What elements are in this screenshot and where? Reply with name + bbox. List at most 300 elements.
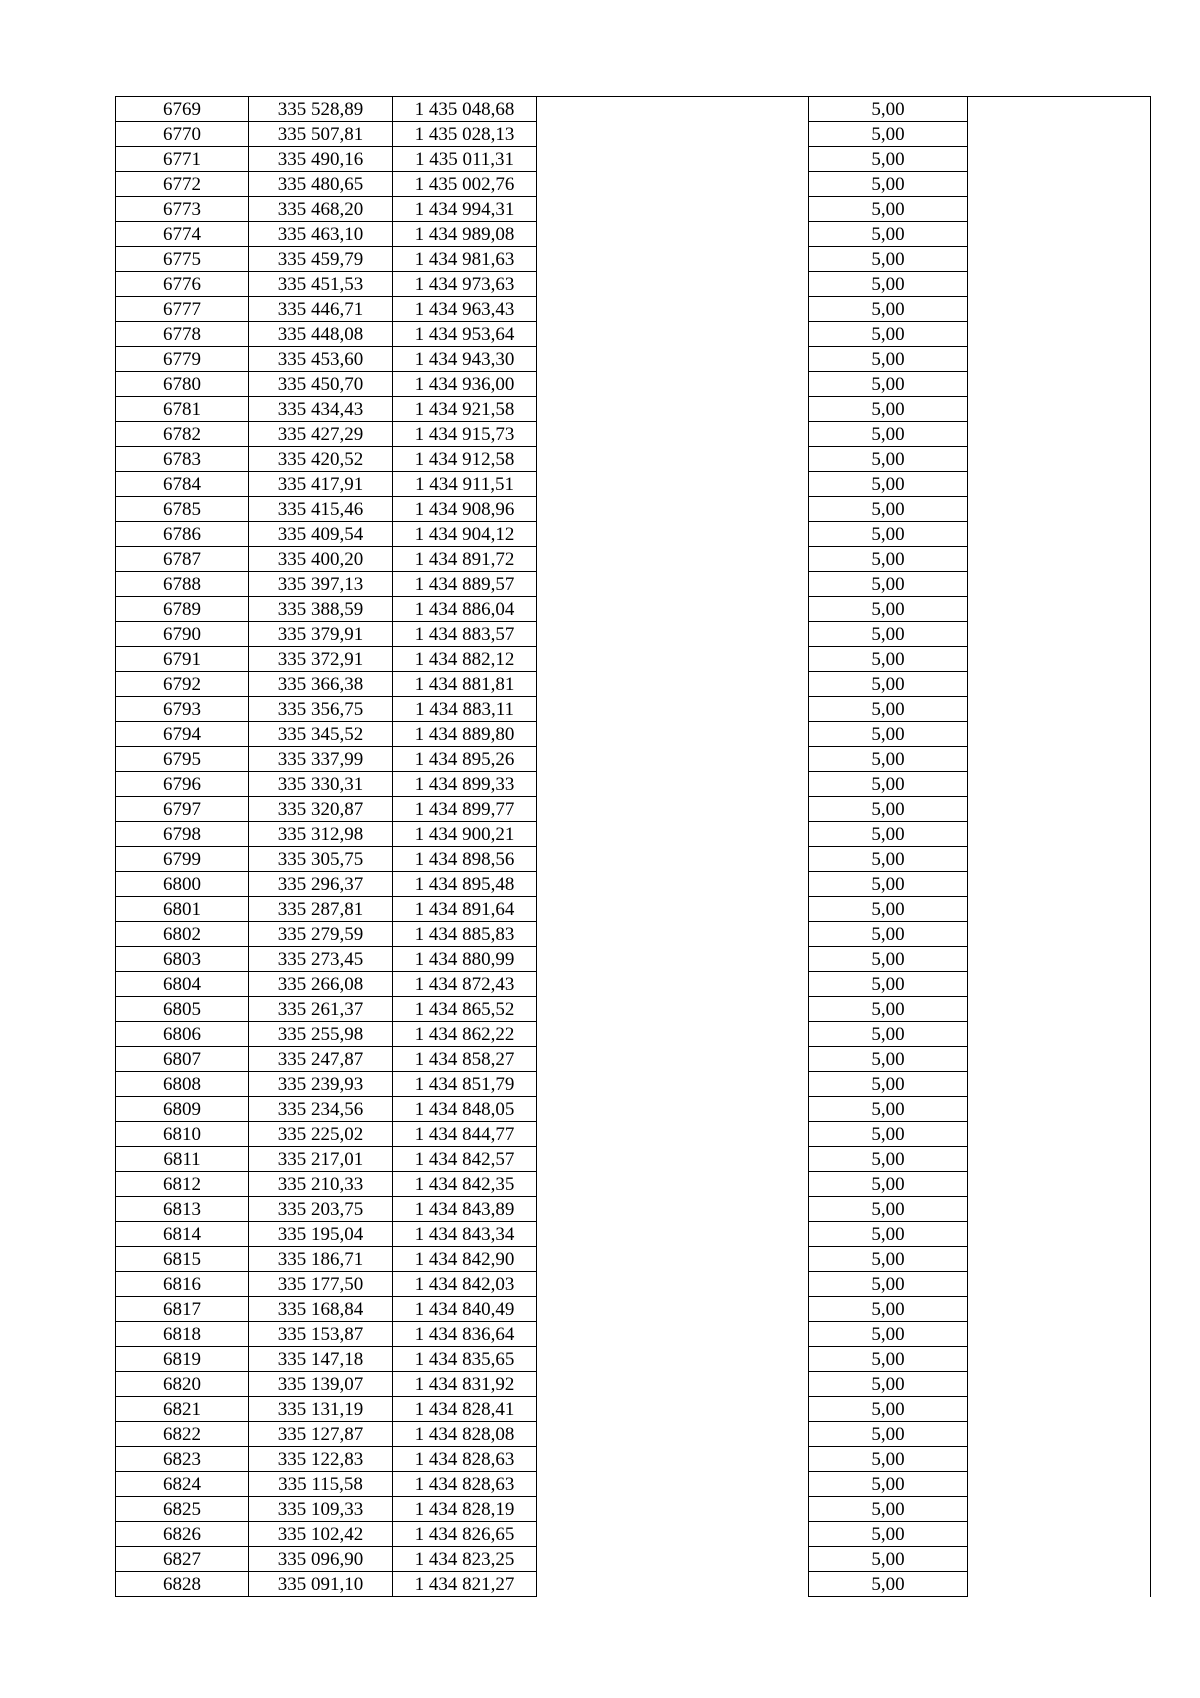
- accuracy-cell: 5,00: [809, 1372, 968, 1397]
- point-number-cell: 6802: [116, 922, 249, 947]
- x-coordinate-cell: 335 480,65: [249, 172, 393, 197]
- x-coordinate-cell: 335 239,93: [249, 1072, 393, 1097]
- table-row: [116, 1397, 1151, 1422]
- accuracy-cell: 5,00: [809, 1247, 968, 1272]
- description-cell: [537, 122, 809, 147]
- accuracy-cell: 5,00: [809, 247, 968, 272]
- note-cell: [968, 847, 1151, 872]
- x-coordinate-cell: 335 177,50: [249, 1272, 393, 1297]
- point-number-cell: 6775: [116, 247, 249, 272]
- point-number-cell: 6770: [116, 122, 249, 147]
- table-row: [116, 1222, 1151, 1247]
- note-cell: [968, 672, 1151, 697]
- accuracy-cell: 5,00: [809, 197, 968, 222]
- point-number-cell: 6807: [116, 1047, 249, 1072]
- x-coordinate-cell: 335 109,33: [249, 1497, 393, 1522]
- description-cell: [537, 597, 809, 622]
- y-coordinate-cell: 1 434 880,99: [393, 947, 537, 972]
- point-number-cell: 6779: [116, 347, 249, 372]
- table-row: [116, 472, 1151, 497]
- note-cell: [968, 747, 1151, 772]
- accuracy-cell: 5,00: [809, 1347, 968, 1372]
- point-number-cell: 6788: [116, 572, 249, 597]
- x-coordinate-cell: 335 261,37: [249, 997, 393, 1022]
- description-cell: [537, 622, 809, 647]
- point-number-cell: 6789: [116, 597, 249, 622]
- point-number-cell: 6818: [116, 1322, 249, 1347]
- note-cell: [968, 1422, 1151, 1447]
- note-cell: [968, 997, 1151, 1022]
- accuracy-cell: 5,00: [809, 372, 968, 397]
- accuracy-cell: 5,00: [809, 1397, 968, 1422]
- table-row: [116, 1297, 1151, 1322]
- table-row: [116, 247, 1151, 272]
- note-cell: [968, 322, 1151, 347]
- description-cell: [537, 197, 809, 222]
- table-row: [116, 847, 1151, 872]
- y-coordinate-cell: 1 434 828,41: [393, 1397, 537, 1422]
- x-coordinate-cell: 335 366,38: [249, 672, 393, 697]
- table-row: [116, 147, 1151, 172]
- y-coordinate-cell: 1 434 872,43: [393, 972, 537, 997]
- accuracy-cell: 5,00: [809, 622, 968, 647]
- x-coordinate-cell: 335 379,91: [249, 622, 393, 647]
- x-coordinate-cell: 335 320,87: [249, 797, 393, 822]
- coordinates-table: [115, 96, 1151, 1597]
- description-cell: [537, 1122, 809, 1147]
- table-row: [116, 1272, 1151, 1297]
- y-coordinate-cell: 1 434 936,00: [393, 372, 537, 397]
- accuracy-cell: 5,00: [809, 547, 968, 572]
- table-row: [116, 647, 1151, 672]
- accuracy-cell: 5,00: [809, 1122, 968, 1147]
- point-number-cell: 6781: [116, 397, 249, 422]
- point-number-cell: 6827: [116, 1547, 249, 1572]
- description-cell: [537, 1497, 809, 1522]
- description-cell: [537, 1247, 809, 1272]
- accuracy-cell: 5,00: [809, 147, 968, 172]
- table-row: [116, 772, 1151, 797]
- description-cell: [537, 272, 809, 297]
- x-coordinate-cell: 335 453,60: [249, 347, 393, 372]
- description-cell: [537, 1272, 809, 1297]
- point-number-cell: 6794: [116, 722, 249, 747]
- table-row: [116, 697, 1151, 722]
- y-coordinate-cell: 1 435 011,31: [393, 147, 537, 172]
- point-number-cell: 6774: [116, 222, 249, 247]
- y-coordinate-cell: 1 434 848,05: [393, 1097, 537, 1122]
- note-cell: [968, 972, 1151, 997]
- point-number-cell: 6812: [116, 1172, 249, 1197]
- accuracy-cell: 5,00: [809, 1297, 968, 1322]
- table-row: [116, 1522, 1151, 1547]
- note-cell: [968, 247, 1151, 272]
- x-coordinate-cell: 335 330,31: [249, 772, 393, 797]
- table-row: [116, 1097, 1151, 1122]
- table-row: [116, 222, 1151, 247]
- table-row: [116, 397, 1151, 422]
- note-cell: [968, 122, 1151, 147]
- y-coordinate-cell: 1 435 002,76: [393, 172, 537, 197]
- table-row: [116, 97, 1151, 122]
- table-row: [116, 1572, 1151, 1597]
- table-row: [116, 197, 1151, 222]
- description-cell: [537, 747, 809, 772]
- note-cell: [968, 1347, 1151, 1372]
- point-number-cell: 6787: [116, 547, 249, 572]
- y-coordinate-cell: 1 434 994,31: [393, 197, 537, 222]
- note-cell: [968, 922, 1151, 947]
- table-row: [116, 947, 1151, 972]
- x-coordinate-cell: 335 388,59: [249, 597, 393, 622]
- x-coordinate-cell: 335 356,75: [249, 697, 393, 722]
- point-number-cell: 6786: [116, 522, 249, 547]
- point-number-cell: 6798: [116, 822, 249, 847]
- x-coordinate-cell: 335 427,29: [249, 422, 393, 447]
- note-cell: [968, 797, 1151, 822]
- table-row: [116, 1197, 1151, 1222]
- note-cell: [968, 1147, 1151, 1172]
- y-coordinate-cell: 1 434 831,92: [393, 1372, 537, 1397]
- table-row: [116, 1472, 1151, 1497]
- accuracy-cell: 5,00: [809, 997, 968, 1022]
- description-cell: [537, 1172, 809, 1197]
- x-coordinate-cell: 335 247,87: [249, 1047, 393, 1072]
- accuracy-cell: 5,00: [809, 322, 968, 347]
- x-coordinate-cell: 335 210,33: [249, 1172, 393, 1197]
- note-cell: [968, 1247, 1151, 1272]
- point-number-cell: 6805: [116, 997, 249, 1022]
- x-coordinate-cell: 335 131,19: [249, 1397, 393, 1422]
- point-number-cell: 6821: [116, 1397, 249, 1422]
- x-coordinate-cell: 335 127,87: [249, 1422, 393, 1447]
- x-coordinate-cell: 335 296,37: [249, 872, 393, 897]
- accuracy-cell: 5,00: [809, 497, 968, 522]
- table-row: [116, 322, 1151, 347]
- description-cell: [537, 972, 809, 997]
- accuracy-cell: 5,00: [809, 572, 968, 597]
- description-cell: [537, 922, 809, 947]
- description-cell: [537, 297, 809, 322]
- point-number-cell: 6769: [116, 97, 249, 122]
- table-row: [116, 1497, 1151, 1522]
- point-number-cell: 6828: [116, 1572, 249, 1597]
- y-coordinate-cell: 1 434 963,43: [393, 297, 537, 322]
- note-cell: [968, 1497, 1151, 1522]
- description-cell: [537, 547, 809, 572]
- accuracy-cell: 5,00: [809, 972, 968, 997]
- accuracy-cell: 5,00: [809, 397, 968, 422]
- point-number-cell: 6773: [116, 197, 249, 222]
- y-coordinate-cell: 1 434 862,22: [393, 1022, 537, 1047]
- x-coordinate-cell: 335 507,81: [249, 122, 393, 147]
- point-number-cell: 6819: [116, 1347, 249, 1372]
- point-number-cell: 6816: [116, 1272, 249, 1297]
- accuracy-cell: 5,00: [809, 447, 968, 472]
- x-coordinate-cell: 335 186,71: [249, 1247, 393, 1272]
- y-coordinate-cell: 1 434 989,08: [393, 222, 537, 247]
- table-row: [116, 622, 1151, 647]
- description-cell: [537, 1097, 809, 1122]
- point-number-cell: 6824: [116, 1472, 249, 1497]
- note-cell: [968, 297, 1151, 322]
- table-row: [116, 872, 1151, 897]
- description-cell: [537, 672, 809, 697]
- x-coordinate-cell: 335 345,52: [249, 722, 393, 747]
- point-number-cell: 6806: [116, 1022, 249, 1047]
- point-number-cell: 6822: [116, 1422, 249, 1447]
- x-coordinate-cell: 335 203,75: [249, 1197, 393, 1222]
- note-cell: [968, 522, 1151, 547]
- point-number-cell: 6776: [116, 272, 249, 297]
- description-cell: [537, 647, 809, 672]
- x-coordinate-cell: 335 448,08: [249, 322, 393, 347]
- point-number-cell: 6825: [116, 1497, 249, 1522]
- x-coordinate-cell: 335 225,02: [249, 1122, 393, 1147]
- y-coordinate-cell: 1 434 883,11: [393, 697, 537, 722]
- note-cell: [968, 272, 1151, 297]
- y-coordinate-cell: 1 434 835,65: [393, 1347, 537, 1372]
- description-cell: [537, 1072, 809, 1097]
- note-cell: [968, 1572, 1151, 1597]
- note-cell: [968, 497, 1151, 522]
- accuracy-cell: 5,00: [809, 872, 968, 897]
- description-cell: [537, 947, 809, 972]
- accuracy-cell: 5,00: [809, 797, 968, 822]
- x-coordinate-cell: 335 305,75: [249, 847, 393, 872]
- point-number-cell: 6804: [116, 972, 249, 997]
- description-cell: [537, 1472, 809, 1497]
- note-cell: [968, 1047, 1151, 1072]
- note-cell: [968, 1072, 1151, 1097]
- note-cell: [968, 1022, 1151, 1047]
- point-number-cell: 6814: [116, 1222, 249, 1247]
- description-cell: [537, 772, 809, 797]
- y-coordinate-cell: 1 434 842,03: [393, 1272, 537, 1297]
- point-number-cell: 6793: [116, 697, 249, 722]
- point-number-cell: 6771: [116, 147, 249, 172]
- note-cell: [968, 897, 1151, 922]
- note-cell: [968, 1297, 1151, 1322]
- point-number-cell: 6800: [116, 872, 249, 897]
- description-cell: [537, 397, 809, 422]
- point-number-cell: 6790: [116, 622, 249, 647]
- x-coordinate-cell: 335 287,81: [249, 897, 393, 922]
- note-cell: [968, 1172, 1151, 1197]
- description-cell: [537, 372, 809, 397]
- accuracy-cell: 5,00: [809, 172, 968, 197]
- y-coordinate-cell: 1 434 891,72: [393, 547, 537, 572]
- table-row: [116, 372, 1151, 397]
- description-cell: [537, 1222, 809, 1247]
- table-row: [116, 1047, 1151, 1072]
- point-number-cell: 6803: [116, 947, 249, 972]
- note-cell: [968, 822, 1151, 847]
- point-number-cell: 6815: [116, 1247, 249, 1272]
- x-coordinate-cell: 335 096,90: [249, 1547, 393, 1572]
- y-coordinate-cell: 1 434 828,08: [393, 1422, 537, 1447]
- x-coordinate-cell: 335 153,87: [249, 1322, 393, 1347]
- table-row: [116, 1147, 1151, 1172]
- table-row: [116, 547, 1151, 572]
- description-cell: [537, 1522, 809, 1547]
- table-row: [116, 747, 1151, 772]
- x-coordinate-cell: 335 102,42: [249, 1522, 393, 1547]
- table-row: [116, 422, 1151, 447]
- point-number-cell: 6792: [116, 672, 249, 697]
- note-cell: [968, 172, 1151, 197]
- x-coordinate-cell: 335 372,91: [249, 647, 393, 672]
- point-number-cell: 6778: [116, 322, 249, 347]
- accuracy-cell: 5,00: [809, 947, 968, 972]
- note-cell: [968, 422, 1151, 447]
- accuracy-cell: 5,00: [809, 1147, 968, 1172]
- y-coordinate-cell: 1 434 823,25: [393, 1547, 537, 1572]
- x-coordinate-cell: 335 463,10: [249, 222, 393, 247]
- x-coordinate-cell: 335 415,46: [249, 497, 393, 522]
- table-row: [116, 1347, 1151, 1372]
- accuracy-cell: 5,00: [809, 297, 968, 322]
- table-row: [116, 272, 1151, 297]
- y-coordinate-cell: 1 434 899,77: [393, 797, 537, 822]
- description-cell: [537, 472, 809, 497]
- y-coordinate-cell: 1 434 881,81: [393, 672, 537, 697]
- accuracy-cell: 5,00: [809, 272, 968, 297]
- y-coordinate-cell: 1 434 826,65: [393, 1522, 537, 1547]
- table-row: [116, 1547, 1151, 1572]
- accuracy-cell: 5,00: [809, 522, 968, 547]
- x-coordinate-cell: 335 217,01: [249, 1147, 393, 1172]
- y-coordinate-cell: 1 434 885,83: [393, 922, 537, 947]
- note-cell: [968, 447, 1151, 472]
- y-coordinate-cell: 1 434 891,64: [393, 897, 537, 922]
- point-number-cell: 6795: [116, 747, 249, 772]
- point-number-cell: 6780: [116, 372, 249, 397]
- note-cell: [968, 347, 1151, 372]
- y-coordinate-cell: 1 434 882,12: [393, 647, 537, 672]
- y-coordinate-cell: 1 434 858,27: [393, 1047, 537, 1072]
- y-coordinate-cell: 1 434 895,26: [393, 747, 537, 772]
- x-coordinate-cell: 335 337,99: [249, 747, 393, 772]
- y-coordinate-cell: 1 434 840,49: [393, 1297, 537, 1322]
- note-cell: [968, 1272, 1151, 1297]
- accuracy-cell: 5,00: [809, 1497, 968, 1522]
- y-coordinate-cell: 1 434 908,96: [393, 497, 537, 522]
- y-coordinate-cell: 1 435 028,13: [393, 122, 537, 147]
- description-cell: [537, 872, 809, 897]
- y-coordinate-cell: 1 434 904,12: [393, 522, 537, 547]
- accuracy-cell: 5,00: [809, 822, 968, 847]
- point-number-cell: 6801: [116, 897, 249, 922]
- point-number-cell: 6823: [116, 1447, 249, 1472]
- y-coordinate-cell: 1 434 898,56: [393, 847, 537, 872]
- y-coordinate-cell: 1 434 821,27: [393, 1572, 537, 1597]
- point-number-cell: 6817: [116, 1297, 249, 1322]
- note-cell: [968, 697, 1151, 722]
- description-cell: [537, 247, 809, 272]
- description-cell: [537, 822, 809, 847]
- x-coordinate-cell: 335 409,54: [249, 522, 393, 547]
- x-coordinate-cell: 335 420,52: [249, 447, 393, 472]
- accuracy-cell: 5,00: [809, 722, 968, 747]
- y-coordinate-cell: 1 434 842,57: [393, 1147, 537, 1172]
- accuracy-cell: 5,00: [809, 1022, 968, 1047]
- description-cell: [537, 1047, 809, 1072]
- description-cell: [537, 447, 809, 472]
- description-cell: [537, 1572, 809, 1597]
- y-coordinate-cell: 1 435 048,68: [393, 97, 537, 122]
- description-cell: [537, 572, 809, 597]
- description-cell: [537, 497, 809, 522]
- table-row: [116, 1247, 1151, 1272]
- description-cell: [537, 1547, 809, 1572]
- point-number-cell: 6808: [116, 1072, 249, 1097]
- y-coordinate-cell: 1 434 889,80: [393, 722, 537, 747]
- accuracy-cell: 5,00: [809, 597, 968, 622]
- point-number-cell: 6826: [116, 1522, 249, 1547]
- note-cell: [968, 1122, 1151, 1147]
- description-cell: [537, 1322, 809, 1347]
- note-cell: [968, 97, 1151, 122]
- note-cell: [968, 1447, 1151, 1472]
- note-cell: [968, 947, 1151, 972]
- x-coordinate-cell: 335 468,20: [249, 197, 393, 222]
- note-cell: [968, 722, 1151, 747]
- description-cell: [537, 422, 809, 447]
- x-coordinate-cell: 335 312,98: [249, 822, 393, 847]
- description-cell: [537, 347, 809, 372]
- accuracy-cell: 5,00: [809, 747, 968, 772]
- accuracy-cell: 5,00: [809, 1272, 968, 1297]
- description-cell: [537, 1147, 809, 1172]
- x-coordinate-cell: 335 450,70: [249, 372, 393, 397]
- description-cell: [537, 1422, 809, 1447]
- table-row: [116, 297, 1151, 322]
- table-row: [116, 447, 1151, 472]
- note-cell: [968, 1222, 1151, 1247]
- y-coordinate-cell: 1 434 828,63: [393, 1472, 537, 1497]
- note-cell: [968, 647, 1151, 672]
- x-coordinate-cell: 335 490,16: [249, 147, 393, 172]
- description-cell: [537, 997, 809, 1022]
- y-coordinate-cell: 1 434 886,04: [393, 597, 537, 622]
- description-cell: [537, 522, 809, 547]
- table-row: [116, 897, 1151, 922]
- note-cell: [968, 1547, 1151, 1572]
- accuracy-cell: 5,00: [809, 222, 968, 247]
- point-number-cell: 6811: [116, 1147, 249, 1172]
- note-cell: [968, 1372, 1151, 1397]
- description-cell: [537, 1447, 809, 1472]
- accuracy-cell: 5,00: [809, 897, 968, 922]
- note-cell: [968, 397, 1151, 422]
- table-row: [116, 522, 1151, 547]
- y-coordinate-cell: 1 434 915,73: [393, 422, 537, 447]
- description-cell: [537, 897, 809, 922]
- description-cell: [537, 97, 809, 122]
- point-number-cell: 6810: [116, 1122, 249, 1147]
- table-row: [116, 997, 1151, 1022]
- note-cell: [968, 1097, 1151, 1122]
- y-coordinate-cell: 1 434 865,52: [393, 997, 537, 1022]
- accuracy-cell: 5,00: [809, 1522, 968, 1547]
- x-coordinate-cell: 335 122,83: [249, 1447, 393, 1472]
- description-cell: [537, 1297, 809, 1322]
- table-row: [116, 172, 1151, 197]
- note-cell: [968, 222, 1151, 247]
- table-row: [116, 1372, 1151, 1397]
- point-number-cell: 6797: [116, 797, 249, 822]
